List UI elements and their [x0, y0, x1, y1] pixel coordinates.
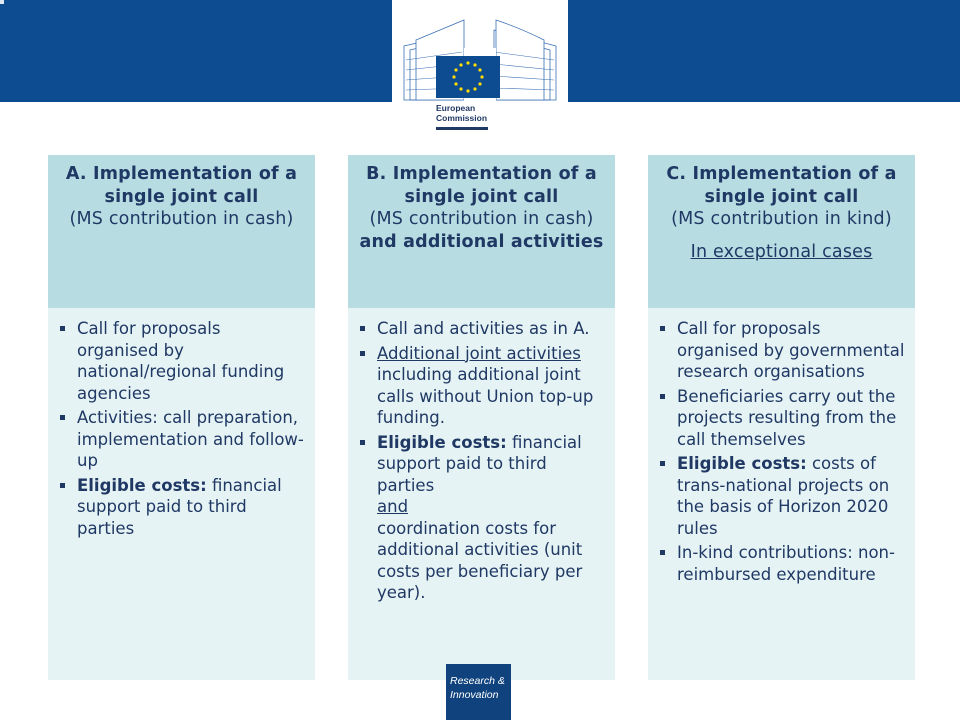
- item-text: including additional joint calls without Union top-up funding.: [377, 365, 594, 427]
- column-body: [48, 308, 315, 680]
- research-innovation-badge: [446, 664, 511, 720]
- bullet-icon: [660, 550, 665, 555]
- column-body: [648, 308, 915, 680]
- bullet-icon: [60, 483, 65, 488]
- column-header: [348, 155, 615, 308]
- list-item: [660, 318, 907, 383]
- list-item: [660, 542, 907, 585]
- logo-line-1: European: [436, 103, 476, 113]
- list-item: [60, 475, 307, 540]
- column-extra: and additional activities: [359, 231, 604, 252]
- european-commission-logo-icon: [392, 0, 568, 102]
- european-commission-logo: [392, 0, 568, 140]
- item-bold-text: Eligible costs:: [677, 454, 807, 473]
- list-item: [360, 343, 607, 429]
- column-option-a: [48, 155, 315, 680]
- column-header: [648, 155, 915, 308]
- item-text: Call for proposals organised by national/regional funding agencies: [77, 319, 285, 403]
- column-subtitle: (MS contribution in cash): [69, 209, 294, 229]
- badge-line-2: Innovation: [450, 689, 499, 701]
- bullet-icon: [660, 394, 665, 399]
- list-item: [660, 386, 907, 451]
- column-option-b: [348, 155, 615, 680]
- item-text: coordination costs for additional activities (unit costs per beneficiary per year).: [377, 518, 583, 602]
- bullet-icon: [60, 326, 65, 331]
- list-item: [360, 432, 607, 604]
- list-item: [360, 318, 607, 340]
- item-bold-text: Eligible costs:: [77, 475, 207, 495]
- item-bold-text: Eligible costs:: [377, 432, 507, 452]
- item-text: Activities: call preparation, implementation and follow-up: [77, 408, 304, 470]
- item-text: Beneficiaries carry out the projects resulting from the call themselves: [677, 386, 897, 449]
- logo-wordmark: [436, 103, 487, 123]
- bullet-icon: [360, 440, 365, 445]
- item-underlined-text: Additional joint activities: [377, 343, 581, 363]
- item-text: financial support paid to third parties: [77, 475, 282, 538]
- item-text: Call and activities as in A.: [377, 319, 590, 338]
- band-corner: [0, 0, 4, 4]
- item-text: costs of trans-national projects on the basis of Horizon 2020 rules: [677, 454, 890, 538]
- bullet-icon: [60, 415, 65, 420]
- column-header: [48, 155, 315, 308]
- list-item: [60, 407, 307, 472]
- column-title: C. Implementation of a single joint call: [666, 164, 897, 207]
- column-title: A. Implementation of a single joint call: [65, 164, 298, 207]
- bullet-icon: [660, 326, 665, 331]
- item-text: Call for proposals organised by governmental research organisations: [677, 319, 905, 381]
- badge-line-1: Research &: [450, 675, 505, 687]
- column-title: B. Implementation of a single joint call: [366, 164, 597, 207]
- column-option-c: [648, 155, 915, 680]
- column-note: In exceptional cases: [690, 241, 873, 262]
- item-underlined-text: and: [377, 497, 409, 516]
- column-subtitle: (MS contribution in cash): [369, 209, 594, 229]
- item-text: financial support paid to third parties: [377, 432, 582, 495]
- column-subtitle: (MS contribution in kind): [671, 209, 892, 229]
- bullet-icon: [360, 351, 365, 356]
- item-text: In-kind contributions: non-reimbursed expenditure: [677, 543, 895, 584]
- logo-underline: [436, 127, 488, 130]
- list-item: [660, 453, 907, 539]
- bullet-icon: [660, 461, 665, 466]
- badge-text: [450, 674, 505, 702]
- logo-line-2: Commission: [436, 113, 488, 123]
- column-body: [348, 308, 615, 680]
- list-item: [60, 318, 307, 404]
- bullet-icon: [360, 326, 365, 331]
